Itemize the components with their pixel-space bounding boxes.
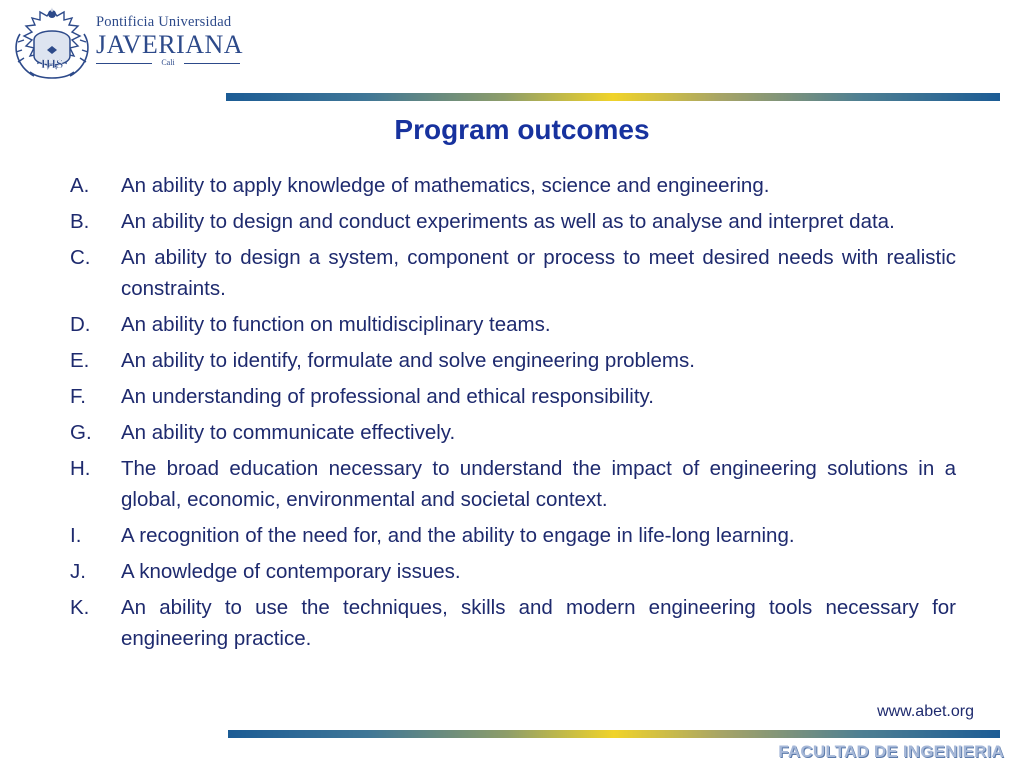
university-logo	[10, 6, 242, 84]
outcome-item	[70, 242, 956, 304]
outcome-letter: F.	[70, 385, 86, 408]
outcome-item	[70, 592, 956, 654]
university-seal-icon	[10, 6, 94, 84]
outcome-letter: I.	[70, 524, 82, 547]
outcome-text: A knowledge of contemporary issues.	[121, 560, 461, 583]
outcome-letter: C.	[70, 246, 91, 269]
outcome-text: An ability to use the techniques, skills and modern engineering tools necessary for engineering practice.	[121, 596, 956, 650]
outcome-item	[70, 345, 956, 376]
outcome-item	[70, 520, 956, 551]
outcome-text: The broad education necessary to understand the impact of engineering solutions in a global, economic, environmental and societal context.	[121, 457, 956, 511]
outcome-item	[70, 206, 956, 237]
logo-city: Cali	[161, 58, 175, 67]
outcome-item	[70, 381, 956, 412]
seal-letters: IHS	[40, 56, 64, 71]
outcome-item	[70, 417, 956, 448]
outcome-item	[70, 170, 956, 201]
bottom-gradient-bar	[228, 730, 1000, 738]
outcome-letter: B.	[70, 210, 90, 233]
top-gradient-bar	[226, 93, 1000, 101]
logo-text	[96, 14, 246, 69]
outcome-item	[70, 453, 956, 515]
outcome-item	[70, 556, 956, 587]
outcome-text: An ability to identify, formulate and solve engineering problems.	[121, 349, 695, 372]
outcome-text: An understanding of professional and ethical responsibility.	[121, 385, 654, 408]
website-link[interactable]: www.abet.org	[877, 703, 974, 720]
outcome-letter: E.	[70, 349, 90, 372]
outcome-text: An ability to communicate effectively.	[121, 421, 456, 444]
outcome-text: An ability to design a system, component or process to meet desired needs with realistic constraints.	[121, 246, 956, 300]
slide-title: Program outcomes	[394, 114, 650, 145]
outcome-text: An ability to design and conduct experiments as well as to analyse and interpret data.	[121, 210, 895, 233]
outcome-text: A recognition of the need for, and the ability to engage in life-long learning.	[121, 524, 795, 547]
outcome-item	[70, 309, 956, 340]
outcome-letter: A.	[70, 174, 90, 197]
outcome-letter: G.	[70, 421, 92, 444]
logo-rule	[96, 59, 246, 69]
outcome-letter: J.	[70, 560, 86, 583]
outcome-text: An ability to function on multidisciplinary teams.	[121, 313, 551, 336]
logo-line-pontificia: Pontificia Universidad	[96, 14, 232, 30]
outcome-letter: K.	[70, 596, 90, 619]
outcome-letter: H.	[70, 457, 91, 480]
outcome-text: An ability to apply knowledge of mathematics, science and engineering.	[121, 174, 770, 197]
outcome-letter: D.	[70, 313, 91, 336]
logo-line-javeriana: JAVERIANA	[96, 30, 244, 59]
faculty-name: FACULTAD DE INGENIERIA	[778, 742, 1004, 761]
outcomes-list	[70, 170, 956, 659]
